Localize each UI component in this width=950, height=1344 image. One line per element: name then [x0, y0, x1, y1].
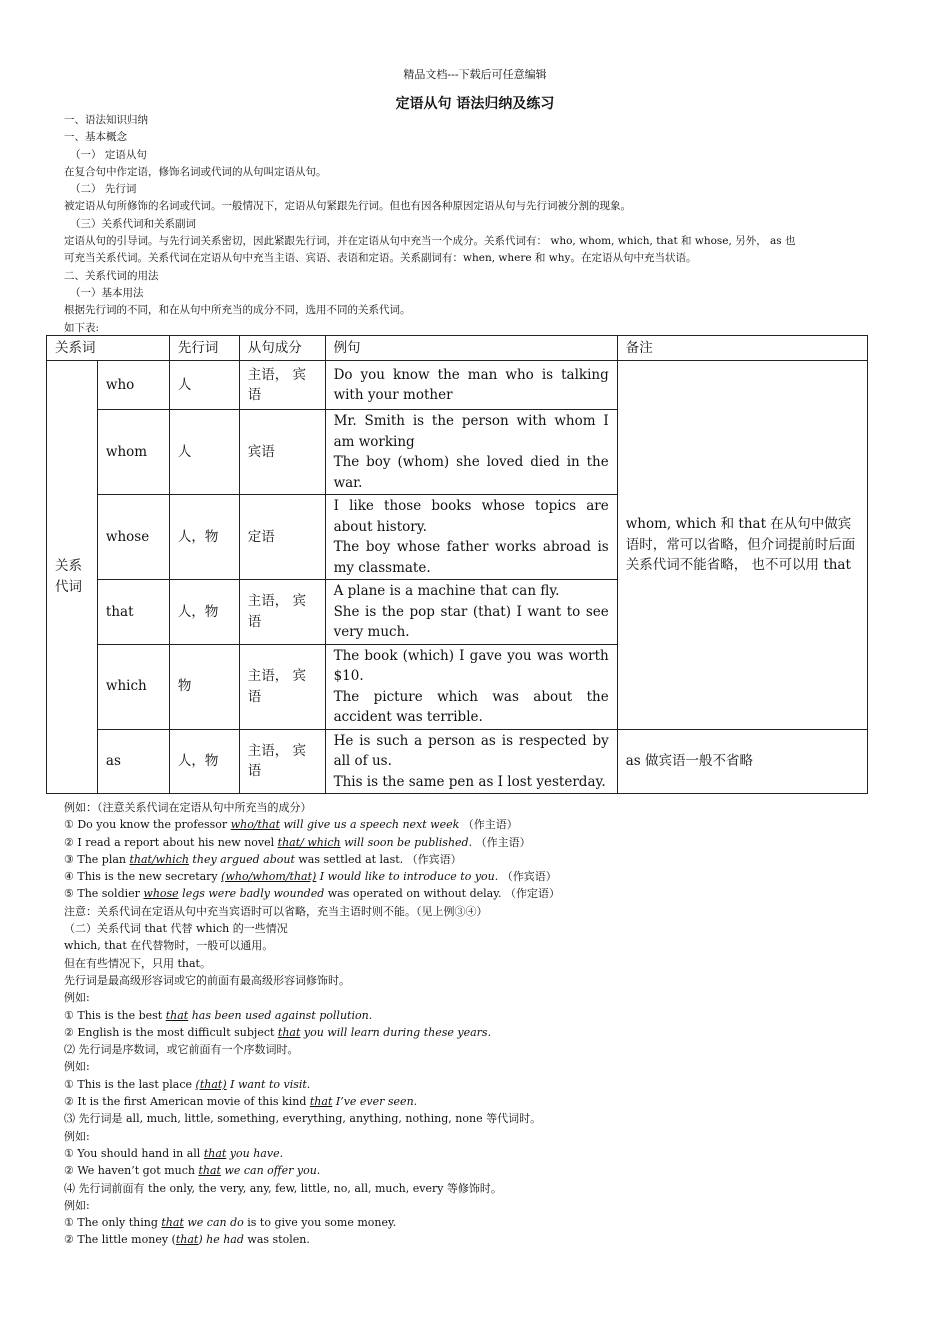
header-cell: 例句 — [325, 336, 617, 361]
examples-section — [64, 799, 894, 1249]
word-cell: whose — [97, 495, 169, 580]
example-line — [64, 1162, 894, 1179]
antecedent-cell: 人 — [169, 410, 239, 495]
role-cell: 主语， 宾语 — [239, 644, 325, 729]
sub-heading: （二） 先行词 — [70, 183, 137, 196]
underlined-word: that — [277, 1025, 301, 1039]
text-run: ① This is the best — [64, 1008, 166, 1022]
paragraph: 例如：（注意关系代词在定语从句中所充当的成分） — [64, 801, 312, 814]
paragraph: 例如: — [64, 1060, 90, 1074]
note-cell: as 做宾语一般不省略 — [617, 729, 867, 794]
italic-clause: you have. — [226, 1146, 284, 1160]
example-line — [64, 1076, 894, 1093]
antecedent-cell: 人，物 — [169, 495, 239, 580]
word-cell: which — [97, 644, 169, 729]
example-cell — [325, 644, 617, 729]
text-run: ② It is the first American movie of this kind — [64, 1095, 310, 1109]
paragraph: 例如: — [64, 1129, 90, 1143]
antecedent-cell: 人 — [169, 361, 239, 410]
page-header: 精品文档---下载后可任意编辑 — [403, 68, 547, 81]
underlined-word: whose — [143, 887, 179, 901]
underlined-word: that — [309, 1095, 333, 1109]
italic-clause: they argued about — [188, 852, 295, 866]
example-sentence: She is the pop star (that) I want to see very much. — [333, 603, 609, 640]
example-line — [64, 1214, 894, 1231]
underlined-word: that — [165, 1008, 189, 1022]
example-sentence: The picture which was about the accident was terrible. — [333, 688, 609, 725]
sub-heading: （一） 定语从句 — [70, 148, 147, 161]
text-run: ② I read a report about his new novel — [64, 835, 278, 849]
text-run: ② We haven’t got much — [64, 1164, 199, 1178]
section-heading: 二、关系代词的用法 — [64, 269, 159, 282]
underlined-word: that — [203, 1146, 227, 1160]
example-line — [64, 1093, 894, 1110]
role-cell: 主语， 宾语 — [239, 361, 325, 410]
role-cell: 主语， 宾语 — [239, 580, 325, 645]
italic-clause: ) he had — [198, 1233, 244, 1247]
text-run: ② English is the most difficult subject — [64, 1025, 278, 1039]
example-cell — [325, 729, 617, 794]
paragraph: 例如: — [64, 1198, 90, 1212]
sub-heading: （一）基本用法 — [70, 286, 144, 299]
antecedent-cell: 物 — [169, 644, 239, 729]
table-row — [47, 729, 868, 794]
example-sentence: This is the same pen as I lost yesterday. — [333, 773, 606, 790]
underlined-word: (that) — [195, 1077, 227, 1091]
example-line — [64, 816, 894, 833]
text-run: was operated on without delay. （作定语） — [324, 887, 560, 901]
sub-heading: （二）关系代词 that 代替 which 的一些情况 — [64, 922, 288, 936]
text-run: was settled at last. （作宾语） — [294, 852, 462, 866]
example-line — [64, 868, 894, 885]
italic-clause: we can do — [183, 1216, 244, 1230]
paragraph: 如下表: — [64, 321, 100, 334]
example-sentence: The boy (whom) she loved died in the war. — [333, 454, 609, 491]
antecedent-cell: 人，物 — [169, 729, 239, 794]
header-cell: 关系词 — [47, 336, 170, 361]
underlined-word: that — [161, 1216, 184, 1230]
paragraph: 可充当关系代词。关系代词在定语从句中充当主语、宾语、表语和定语。关系副词有：when, where 和 why。在定语从句中充当状语。 — [64, 252, 697, 265]
text-run: is to give you some money. — [243, 1216, 397, 1230]
paragraph: 被定语从句所修饰的名词或代词。一般情况下，定语从句紧跟先行词。但也有因各种原因定语从句与先行词被分割的现象。 — [64, 200, 631, 213]
italic-clause: legs were badly wounded — [178, 887, 325, 901]
text-run: （作主语） — [459, 818, 518, 832]
role-cell: 宾语 — [239, 410, 325, 495]
role-cell: 定语 — [239, 495, 325, 580]
underlined-word: (who/whom/that) — [221, 870, 317, 884]
text-run: was stolen. — [243, 1233, 310, 1247]
text-run: ① You should hand in all — [64, 1146, 204, 1160]
paragraph: 注意：关系代词在定语从句中充当宾语时可以省略，充当主语时则不能。（见上例③④） — [64, 904, 488, 918]
underlined-word: that/which — [129, 852, 189, 866]
example-sentence: He is such a person as is respected by all of us. — [333, 732, 609, 769]
role-cell: 主语， 宾语 — [239, 729, 325, 794]
header-cell: 从句成分 — [239, 336, 325, 361]
example-sentence: I like those books whose topics are about history. — [333, 498, 609, 535]
example-sentence: The boy whose father works abroad is my classmate. — [333, 539, 609, 576]
paragraph: 例如: — [64, 991, 90, 1005]
underlined-word: that — [175, 1233, 199, 1247]
header-cell: 先行词 — [169, 336, 239, 361]
relative-pronoun-table — [46, 335, 868, 794]
text-run: （作主语） — [472, 835, 531, 849]
word-cell: whom — [97, 410, 169, 495]
word-cell: who — [97, 361, 169, 410]
word-cell: as — [97, 729, 169, 794]
paragraph: which, that 在代替物时，一般可以通用。 — [64, 939, 274, 953]
table-header-row — [47, 336, 868, 361]
group-label-cell: 关系代词 — [47, 361, 98, 794]
antecedent-cell: 人，物 — [169, 580, 239, 645]
example-sentence: The book (which) I gave you was worth $10. — [333, 647, 609, 684]
example-cell — [325, 361, 617, 410]
header-cell: 备注 — [617, 336, 867, 361]
example-line — [64, 885, 894, 902]
paragraph: 先行词是最高级形容词或它的前面有最高级形容词修饰时。 — [64, 973, 350, 987]
paragraph: 根据先行词的不同，和在从句中所充当的成分不同，选用不同的关系代词。 — [64, 304, 411, 317]
text-run: ② The little money ( — [64, 1233, 176, 1247]
underlined-word: that — [198, 1164, 221, 1178]
italic-clause: I’ve ever seen. — [332, 1095, 418, 1109]
text-run: ① The only thing — [64, 1216, 162, 1230]
example-cell — [325, 495, 617, 580]
intro-section — [64, 112, 894, 337]
italic-clause: will soon be published. — [340, 835, 473, 849]
paragraph: ⑵ 先行词是序数词，或它前面有一个序数词时。 — [64, 1043, 299, 1057]
paragraph: ⑶ 先行词是 all, much, little, something, everything, anything, nothing, none 等代词时。 — [64, 1112, 542, 1126]
paragraph: 定语从句的引导词。与先行词关系密切，因此紧跟先行词，并在定语从句中充当一个成分。关系代词有： who, whom, which, that 和 whose, 另外， as 也 — [64, 235, 796, 248]
example-line — [64, 851, 894, 868]
italic-clause: you will learn during these years. — [300, 1025, 492, 1039]
text-run: ① Do you know the professor — [64, 818, 231, 832]
example-line — [64, 834, 894, 851]
text-run: （作宾语） — [498, 870, 557, 884]
paragraph: ⑷ 先行词前面有 the only, the very, any, few, little, no, all, much, every 等修饰时。 — [64, 1181, 502, 1195]
text-run: ⑤ The soldier — [64, 887, 144, 901]
text-run: ① This is the last place — [64, 1077, 196, 1091]
example-line — [64, 1007, 894, 1024]
example-line — [64, 1145, 894, 1162]
example-line — [64, 1024, 894, 1041]
italic-clause: we can offer you. — [220, 1164, 321, 1178]
example-line — [64, 1231, 894, 1248]
example-cell — [325, 410, 617, 495]
italic-clause: I want to visit. — [226, 1077, 311, 1091]
example-sentence: Do you know the man who is talking with your mother — [333, 366, 609, 403]
example-sentence: A plane is a machine that can fly. — [333, 583, 560, 599]
section-heading: 一、语法知识归纳 — [64, 114, 148, 126]
table-row — [47, 361, 868, 410]
paragraph: 但在有些情况下，只用 that。 — [64, 956, 211, 970]
sub-heading: （三）关系代词和关系副词 — [70, 217, 196, 230]
text-run: ④ This is the new secretary — [64, 870, 222, 884]
underlined-word: who/that — [230, 818, 280, 832]
italic-clause: I would like to introduce to you. — [316, 870, 499, 884]
section-heading: 一、基本概念 — [64, 131, 127, 144]
underlined-word: that/ which — [277, 835, 341, 849]
text-run: ③ The plan — [64, 852, 130, 866]
paragraph: 在复合句中作定语，修饰名词或代词的从句叫定语从句。 — [64, 165, 327, 178]
example-sentence: Mr. Smith is the person with whom I am working — [333, 413, 609, 450]
italic-clause: will give us a speech next week — [280, 818, 460, 832]
italic-clause: has been used against pollution. — [188, 1008, 373, 1022]
word-cell: that — [97, 580, 169, 645]
note-cell: whom, which 和 that 在从句中做宾语时，常可以省略，但介词提前时后面关系代词不能省略， 也不可以用 that — [617, 361, 867, 730]
example-cell — [325, 580, 617, 645]
page-title: 定语从句 语法归纳及练习 — [395, 96, 555, 112]
